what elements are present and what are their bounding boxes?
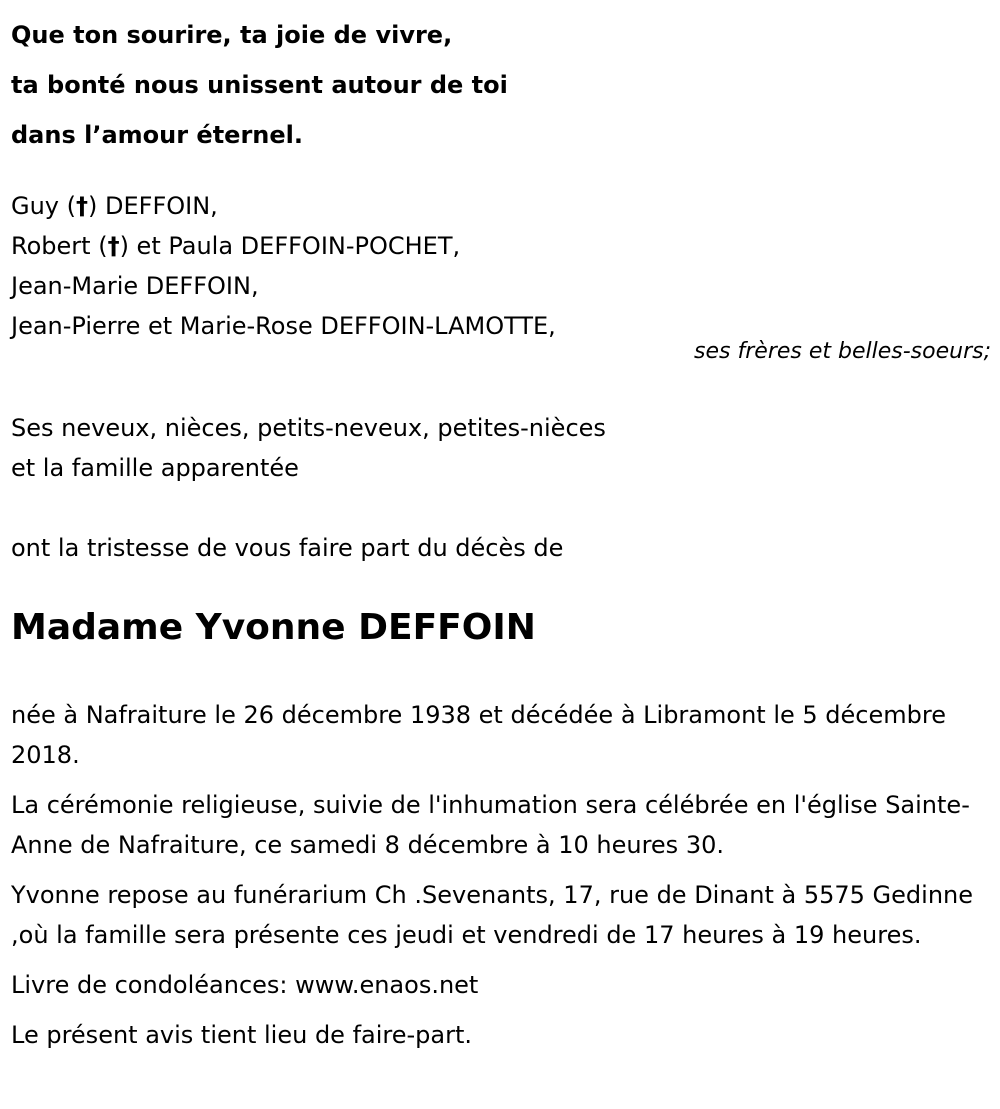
family-member-guy (11, 186, 991, 226)
funeral-details (11, 695, 986, 1065)
ceremony-text: La cérémonie religieuse, suivie de l'inhumation sera célébrée en l'église Sainte-Anne de Nafraiture, ce samedi 8 décembre à 10 heures 30. (11, 791, 970, 859)
announcement-text: ont la tristesse de vous faire part du décès de (11, 534, 564, 562)
poem-line: ta bonté nous unissent autour de toi (11, 71, 508, 99)
family-list (11, 186, 991, 346)
deceased-name: Madame Yvonne DEFFOIN (11, 607, 536, 648)
poem-line: dans l’amour éternel. (11, 121, 303, 149)
notice-text: Le présent avis tient lieu de faire-part. (11, 1021, 473, 1049)
poem-line: Que ton sourire, ta joie de vivre, (11, 21, 453, 49)
family-member-text: Guy ( (11, 192, 77, 220)
cross-icon: † (76, 192, 89, 220)
family-member-jean-pierre: Jean-Pierre et Marie-Rose DEFFOIN-LAMOTTE, (11, 312, 556, 340)
family-member-robert (11, 226, 991, 266)
extended-family-line: Ses neveux, nièces, petits-neveux, petites-nièces (11, 414, 606, 442)
funeral-home-text: Yvonne repose au funérarium Ch .Sevenants, 17, rue de Dinant à 5575 Gedinne ,où la famille sera présente ces jeudi et vendredi de 17 heures à 19 heures. (11, 881, 974, 949)
opening-poem (11, 10, 991, 160)
birth-death-text: née à Nafraiture le 26 décembre 1938 et décédée à Libramont le 5 décembre 2018. (11, 701, 946, 769)
extended-family-line: et la famille apparentée (11, 454, 299, 482)
extended-family (11, 408, 991, 488)
family-member-text: Robert ( (11, 232, 108, 260)
family-member-text: ) et Paula DEFFOIN-POCHET, (119, 232, 461, 260)
condolences-text: Livre de condoléances: www.enaos.net (11, 971, 479, 999)
family-member-text: ) DEFFOIN, (88, 192, 218, 220)
cross-icon: † (107, 232, 120, 260)
family-member-jean-marie: Jean-Marie DEFFOIN, (11, 272, 259, 300)
relation-label: ses frères et belles-soeurs; (694, 339, 991, 364)
